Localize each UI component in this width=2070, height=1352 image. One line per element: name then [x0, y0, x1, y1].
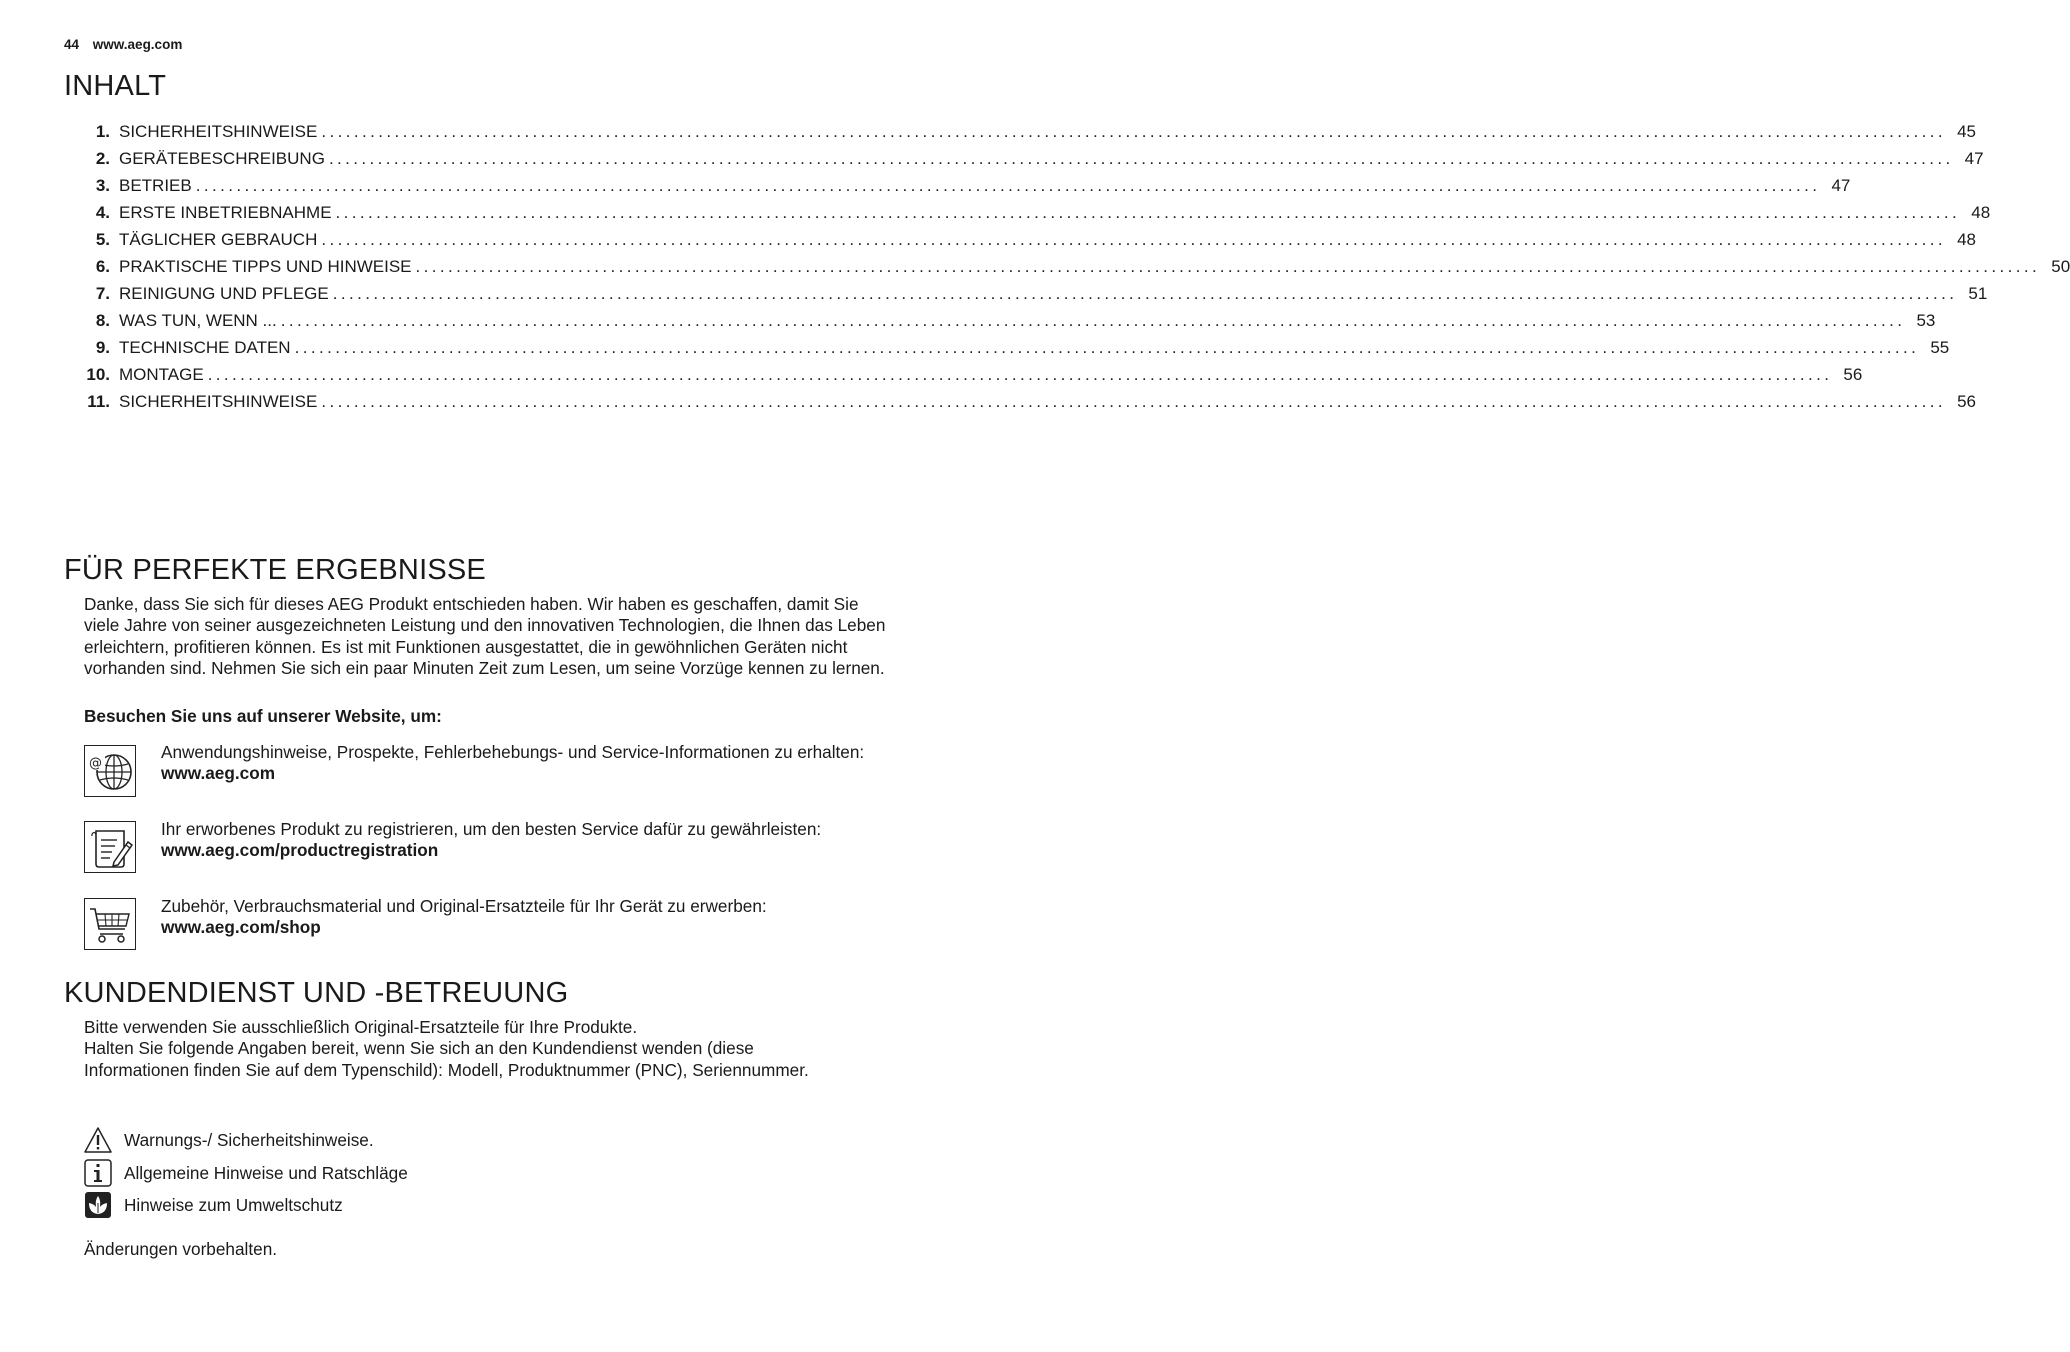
perfect-results-heading: FÜR PERFEKTE ERGEBNISSE [64, 554, 486, 586]
toc-leader-dots: ........................................................................................................................................................................................................ [332, 284, 1958, 303]
registration-form-icon [84, 821, 136, 873]
legend-warning [84, 1126, 684, 1154]
toc-page-number: 50 [2051, 257, 2070, 276]
legend-info-text: Allgemeine Hinweise und Ratschläge [124, 1163, 408, 1183]
service-description: Zubehör, Verbrauchsmaterial und Original-Ersatzteile für Ihr Gerät zu erwerben: [161, 896, 767, 916]
customer-service-heading: KUNDENDIENST UND -BETREUUNG [64, 977, 569, 1009]
toc-page-number: 56 [1957, 392, 1976, 411]
toc-number: 11. [87, 392, 110, 411]
toc-title: ERSTE INBETRIEBNAHME [119, 203, 332, 222]
service-link-shop[interactable]: www.aeg.com/shop [161, 917, 321, 938]
toc-number: 7. [95, 284, 110, 303]
toc-entry[interactable] [74, 122, 1976, 149]
toc-title: SICHERHEITSHINWEISE [119, 122, 318, 141]
toc-entry[interactable] [74, 392, 1976, 419]
customer-service-text [84, 1017, 896, 1081]
toc-number: 9. [95, 338, 110, 357]
toc-page-number: 45 [1957, 122, 1976, 141]
toc-entry[interactable] [74, 230, 1977, 257]
changes-reserved-note: Änderungen vorbehalten. [84, 1239, 278, 1259]
toc-number: 2. [95, 149, 110, 168]
service-description: Ihr erworbenes Produkt zu registrieren, um den besten Service dafür zu gewährleisten: [161, 819, 822, 839]
toc-number: 1. [95, 122, 110, 141]
contact-info-line: Halten Sie folgende Angaben bereit, wenn Sie sich an den Kundendienst wenden (diese Informationen finden Sie auf dem Typenschild): Modell, Produktnummer (PNC), Seriennummer. [84, 1038, 809, 1080]
globe-at-icon [84, 745, 136, 797]
toc-page-number: 47 [1964, 149, 1984, 168]
table-of-contents [74, 122, 2070, 419]
toc-entry[interactable] [74, 203, 1991, 230]
toc-number: 5. [95, 230, 110, 249]
toc-leader-dots: ........................................................................................................................................................................................................ [195, 176, 1821, 195]
service-link-website[interactable]: www.aeg.com [161, 763, 275, 784]
toc-leader-dots: ........................................................................................................................................................................................................ [328, 149, 1954, 168]
svg-text:@: @ [89, 756, 102, 771]
toc-page-number: 48 [1957, 230, 1977, 249]
toc-page-number: 53 [1916, 311, 1936, 330]
toc-number: 8. [95, 311, 110, 330]
toc-number: 6. [95, 257, 110, 276]
toc-leader-dots: ........................................................................................................................................................................................................ [415, 257, 2041, 276]
toc-title: BETRIEB [119, 176, 192, 195]
toc-entry[interactable] [74, 311, 1936, 338]
toc-leader-dots: ........................................................................................................................................................................................................ [280, 311, 1906, 330]
toc-leader-dots: ........................................................................................................................................................................................................ [294, 338, 1920, 357]
legend-environment-text: Hinweise zum Umweltschutz [124, 1195, 343, 1215]
toc-number: 3. [95, 176, 110, 195]
toc-leader-dots: ........................................................................................................................................................................................................ [321, 230, 1947, 249]
toc-number: 4. [95, 203, 110, 222]
toc-title: REINIGUNG UND PFLEGE [119, 284, 329, 303]
toc-entry[interactable] [74, 149, 1984, 176]
toc-leader-dots: ........................................................................................................................................................................................................ [207, 365, 1833, 384]
legend-info [84, 1159, 684, 1187]
info-icon [84, 1159, 112, 1187]
page-header [64, 37, 182, 52]
toc-number: 10. [86, 365, 110, 384]
toc-title: MONTAGE [119, 365, 204, 384]
warning-triangle-icon [84, 1126, 112, 1154]
service-link-registration[interactable]: www.aeg.com/productregistration [161, 840, 439, 861]
header-website[interactable]: www.aeg.com [92, 37, 183, 52]
service-text [161, 896, 896, 939]
toc-leader-dots: ........................................................................................................................................................................................................ [335, 203, 1961, 222]
service-text [161, 819, 896, 862]
service-description: Anwendungshinweise, Prospekte, Fehlerbehebungs- und Service-Informationen zu erhalten: [161, 742, 865, 762]
page-number: 44 [64, 37, 80, 52]
toc-page-number: 47 [1831, 176, 1851, 195]
legend-environment [84, 1191, 684, 1219]
legend-warning-text: Warnungs-/ Sicherheitshinweise. [124, 1130, 374, 1150]
toc-heading: INHALT [64, 70, 167, 102]
toc-title: PRAKTISCHE TIPPS UND HINWEISE [119, 257, 412, 276]
environment-leaf-icon [84, 1191, 112, 1219]
intro-paragraph: Danke, dass Sie sich für dieses AEG Produkt entschieden haben. Wir haben es geschaffen, damit Sie viele Jahre von seiner ausgezeichneten Leistung und den innovativen Technologien, die Ihnen das Leben erleichtern, profitieren können. Es ist mit Funktionen ausgestattet, die in gewöhnlichen Geräten nicht vorhanden sind. Nehmen Sie sich ein paar Minuten Zeit zum Lesen, um seine Vorzüge kennen zu lernen. [84, 594, 886, 678]
toc-entry[interactable] [74, 338, 1950, 365]
toc-title: TÄGLICHER GEBRAUCH [119, 230, 318, 249]
original-parts-line: Bitte verwenden Sie ausschließlich Original-Ersatzteile für Ihre Produkte. [84, 1017, 638, 1037]
toc-entry[interactable] [74, 365, 1863, 392]
toc-entry[interactable] [74, 284, 1988, 311]
toc-page-number: 55 [1930, 338, 1950, 357]
toc-leader-dots: ........................................................................................................................................................................................................ [321, 122, 1946, 141]
toc-title: SICHERHEITSHINWEISE [119, 392, 318, 411]
toc-page-number: 51 [1968, 284, 1988, 303]
toc-title: GERÄTEBESCHREIBUNG [119, 149, 325, 168]
toc-page-number: 56 [1843, 365, 1863, 384]
service-text [161, 742, 896, 785]
shopping-cart-icon [84, 898, 136, 950]
toc-entry[interactable] [74, 257, 2070, 284]
toc-page-number: 48 [1971, 203, 1991, 222]
toc-title: WAS TUN, WENN ... [119, 311, 277, 330]
toc-leader-dots: ........................................................................................................................................................................................................ [321, 392, 1946, 411]
visit-website-label: Besuchen Sie uns auf unserer Website, um: [84, 706, 442, 726]
toc-entry[interactable] [74, 176, 1851, 203]
toc-title: TECHNISCHE DATEN [119, 338, 291, 357]
